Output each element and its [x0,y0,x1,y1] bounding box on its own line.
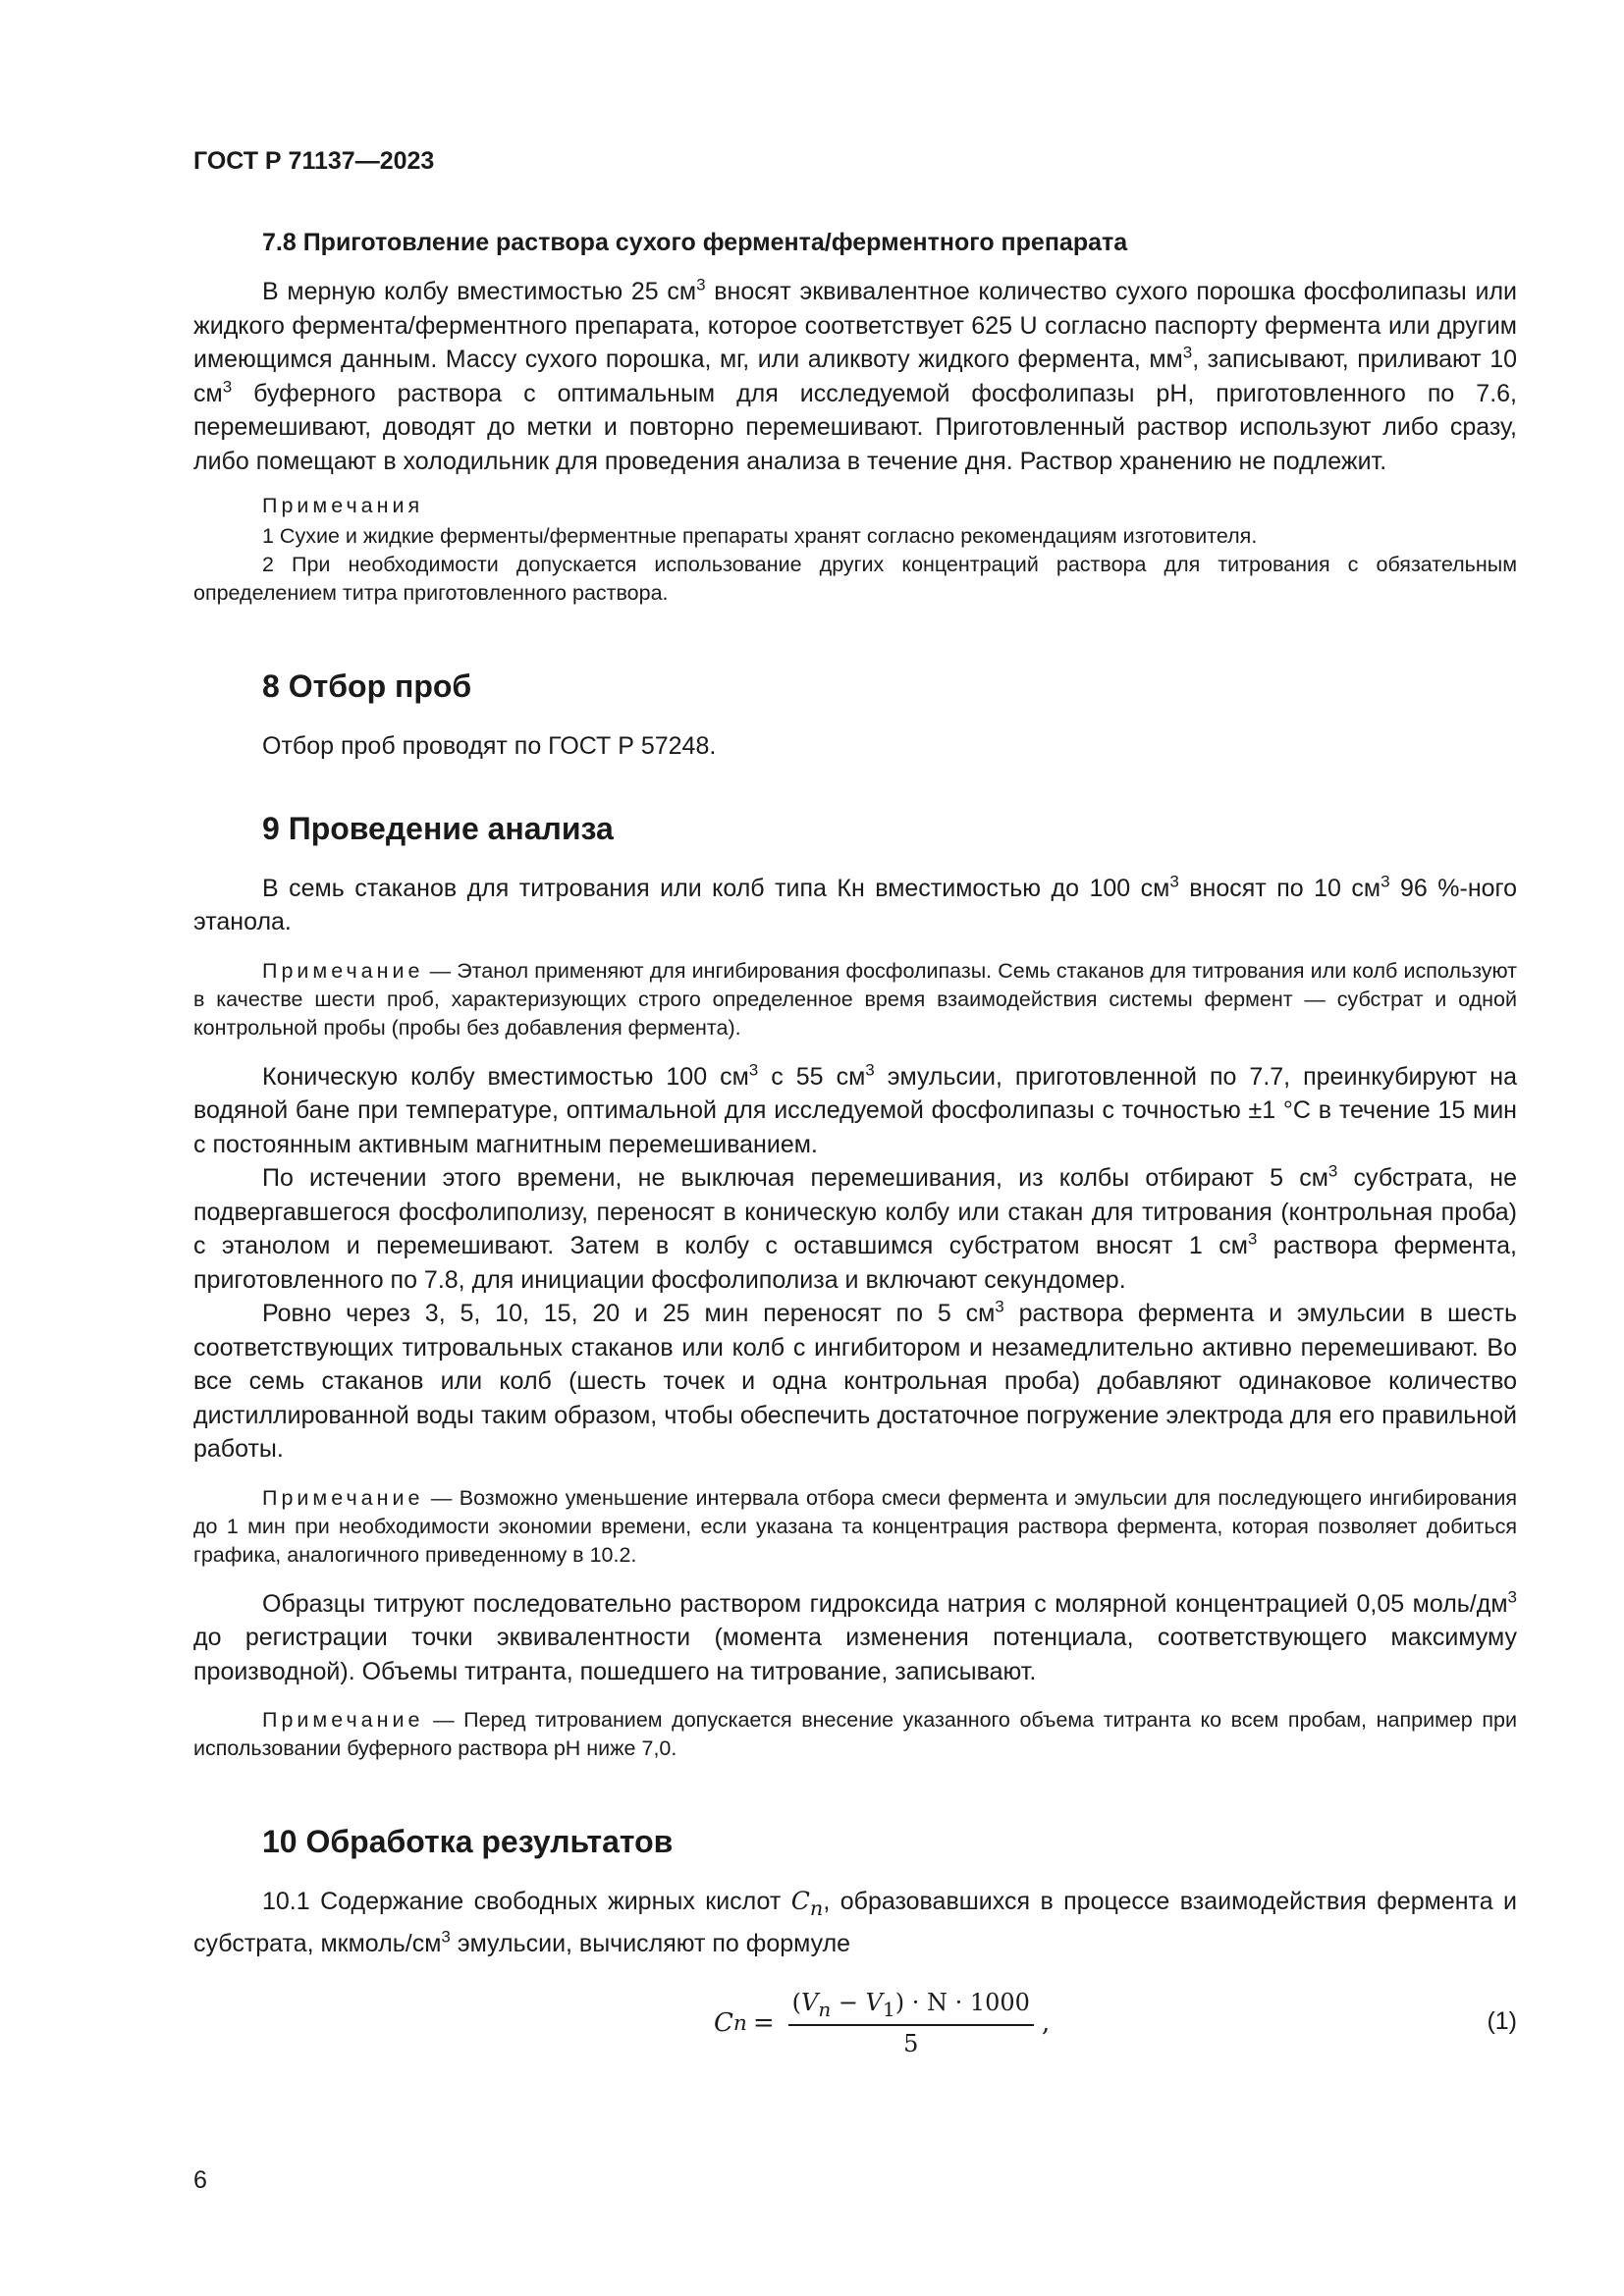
paragraph: 10.1 Содержание свободных жирных кислот $C_n$, образовавшихся в процессе взаимодействия фермента и субстрата, мкмоль/$см^3$ эмульсии, вычисляют по формуле [193,1887,1517,1957]
document-header: ГОСТ Р 71137—2023 [193,147,435,175]
note: Примечание — Этанол применяют для ингибирования фосфолипазы. Семь стаканов для титрования или колб используют в качестве шести проб, характеризующих строго определенное время взаимодействия системы фермент — субстрат и одной контрольной пробы (пробы без добавления фермента). [193,958,1517,1040]
paragraph: В мерную колбу вместимостью 25 $см^3$ вносят эквивалентное количество сухого порошка фосфолипазы или жидкого фермента/ферментного препарата, которое соответствует 625 U согласно паспорту фермента или другим имеющимся данным. Массу сухого порошка, мг, или аликвоту жидкого фермента, $мм^3$, записывают, приливают 10 $см^3$ буферного раствора с оптимальным для исследуемой фосфолипазы pH, приготовленного по 7.6, перемешивают, доводят до метки и повторно перемешивают. Приготовленный раствор используют либо сразу, либо помещают в холодильник для проведения анализа в течение дня. Раствор хранению не подлежит. [193,275,1518,475]
section-title-8: 8 Отбор проб [262,668,472,704]
subsection-title-7-8: 7.8 Приготовление раствора сухого фермента/ферментного препарата [262,229,1128,256]
page-number: 6 [193,2166,207,2194]
section-title-10: 10 Обработка результатов [262,1824,674,1859]
paragraph: Коническую колбу вместимостью 100 $см^3$ с 55 $см^3$ эмульсии, приготовленной по 7.7, преинкубируют на водяной бане при температуре, оптимальной для исследуемой фосфолипазы с точностью ±1 °С в течение 15 мин с постоянным активным магнитным перемешиванием. [193,1060,1517,1158]
note: 2 При необходимости допускается использование других концентраций раствора для титрования с обязательным определением титра приготовленного раствора. [193,553,1517,605]
formula-number: (1) [1487,2007,1517,2035]
page-content [193,222,1517,2072]
note: Примечание — Перед титрованием допускается внесение указанного объема титранта ко всем пробам, например при использовании буферного раствора pH ниже 7,0. [193,1708,1517,1760]
formula-1 [193,1974,1517,2072]
notes-label: Примечания [262,494,424,517]
formula-fraction [788,1989,1034,2058]
formula-denominator: 5 [903,2030,919,2058]
note: 1 Сухие и жидкие ферменты/ферментные препараты хранят согласно рекомендациям изготовителя. [262,524,1258,548]
paragraph: В семь стаканов для титрования или колб типа Кн вместимостью до 100 $см^3$ вносят по 10 $см^3$ 96 %-ного этанола. [193,872,1517,935]
paragraph: Ровно через 3, 5, 10, 15, 20 и 25 мин переносят по 5 $см^3$ раствора фермента и эмульсии в шесть соответствующих титровальных стаканов или колб с ингибитором и незамедлительно активно перемешивают. Во все семь стаканов или колб (шесть точек и одна контрольная проба) добавляют одинаковое количество дистиллированной воды таким образом, чтобы обеспечить достаточное погружение электрода для его правильной работы. [193,1297,1518,1463]
paragraph: По истечении этого времени, не выключая перемешивания, из колбы отбирают 5 $см^3$ субстрата, не подвергавшегося фосфолиполизу, переносят в коническую колбу или стакан для титрования (контрольная проба) с этанолом и перемешивают. Затем в колбу с оставшимся субстратом вносят 1 $см^3$ раствора фермента, приготовленного по 7.8, для инициации фосфолиполиза и включают секундомер. [193,1161,1518,1294]
formula-numerator: $(V_n - V_1) \cdot N \cdot 1000$ [788,1989,1034,2027]
section-title-9: 9 Проведение анализа [262,810,614,846]
paragraph: Отбор проб проводят по ГОСТ Р 57248. [262,732,717,760]
formula-expression: C n = $\frac{(V_n - V_1) \cdot N \cdot 1000}{5}$ , [714,1988,1051,2058]
note: Примечание — Возможно уменьшение интервала отбора смеси фермента и эмульсии для последующего ингибирования до 1 мин при необходимости экономии времени, если указана та концентрация раствора фермента, которая позволяет добиться графика, аналогичного приведенному в 10.2. [193,1485,1517,1567]
paragraph: Образцы титруют последовательно раствором гидроксида натрия с молярной концентрацией 0,05 моль/$дм^3$ до регистрации точки эквивалентности (момента изменения потенциала, соответствующего максимуму производной). Объемы титранта, пошедшего на титрование, записывают. [193,1587,1517,1685]
